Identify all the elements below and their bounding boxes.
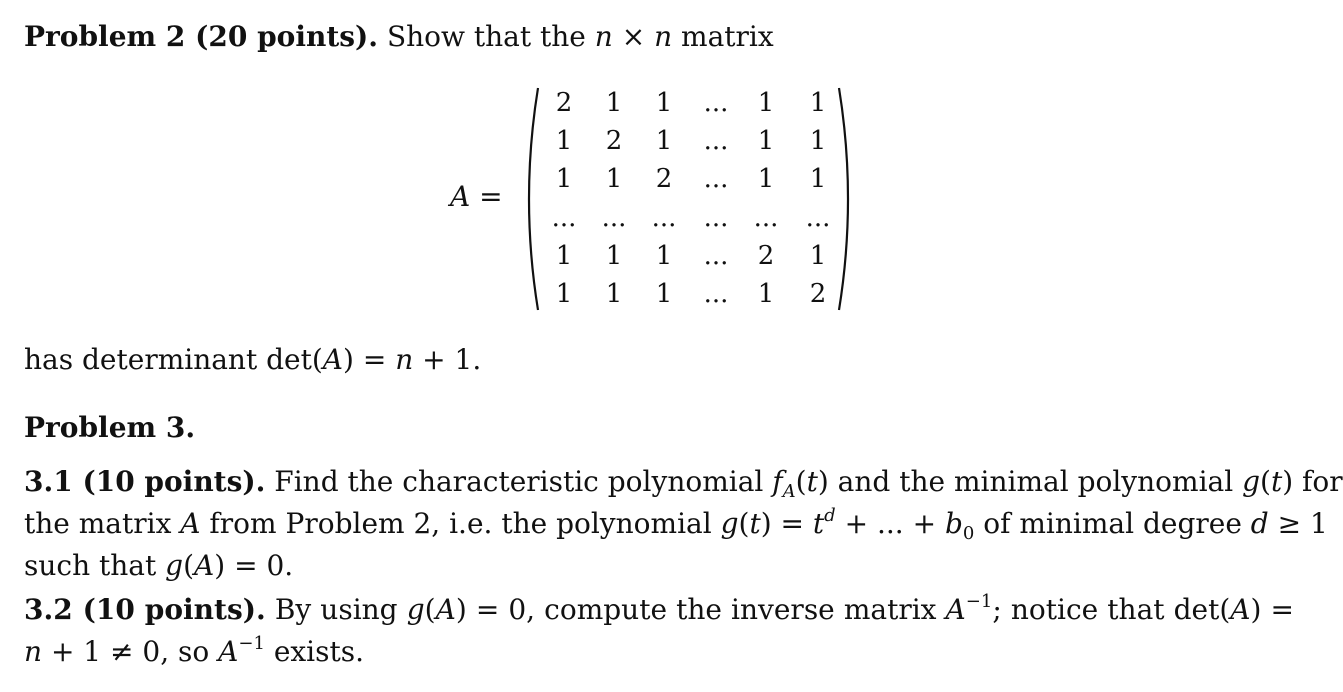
math-A: A (218, 635, 239, 668)
text-span: from Problem 2, i.e. the polynomial (200, 507, 721, 540)
math-A: A (194, 549, 215, 582)
matrix-entry: 1 (555, 126, 573, 156)
text-span: + ... + (835, 507, 945, 540)
text-span: ) = 0. (214, 549, 294, 582)
matrix-entry: 1 (555, 241, 573, 271)
math-superscript-inverse: −1 (965, 591, 993, 612)
text-span: ( (795, 465, 807, 498)
matrix-entry: 1 (809, 241, 827, 271)
text-span: ) = 0, compute the inverse matrix (455, 593, 946, 626)
text-span: the matrix (24, 507, 181, 540)
matrix-entry: 1 (809, 88, 827, 118)
matrix-entry: ... (703, 88, 729, 118)
matrix-entry: 1 (809, 126, 827, 156)
matrix-entry: ... (703, 126, 729, 156)
math-subscript-0: 0 (962, 523, 975, 544)
matrix-entry: ... (703, 241, 729, 271)
math-d: d (1250, 507, 1269, 540)
text-span: ( (424, 593, 436, 626)
matrix-entry: 1 (655, 241, 673, 271)
math-g: g (1242, 465, 1261, 498)
text-span: Find the characteristic polynomial (265, 465, 773, 498)
math-A: A (322, 343, 344, 376)
conclusion-mid: ) = (343, 343, 396, 376)
matrix-entry: 1 (555, 279, 573, 309)
matrix-entry: 1 (655, 88, 673, 118)
text-span: exists. (264, 635, 365, 668)
math-A: A (435, 593, 456, 626)
problem-2-heading: Problem 2 (20 points). (24, 20, 379, 53)
problem-3-1-line-2 (24, 505, 1328, 547)
matrix-entry: 1 (757, 88, 775, 118)
problem-3-1-line-1 (24, 463, 1343, 505)
matrix-label: A = (450, 180, 503, 213)
matrix-entry: 1 (655, 279, 673, 309)
math-g: g (165, 549, 184, 582)
math-g: g (720, 507, 739, 540)
matrix-entry: 2 (757, 241, 775, 271)
math-f: f (772, 465, 783, 498)
right-parenthesis (835, 86, 861, 312)
problem-2-intro: Show that the (386, 20, 595, 53)
problem-2-conclusion (24, 341, 481, 379)
text-span: ) = (1250, 593, 1294, 626)
matrix-entry: 1 (809, 164, 827, 194)
math-t: t (812, 507, 825, 540)
text-span: ) for (1282, 465, 1343, 498)
matrix-entry: 2 (655, 164, 673, 194)
matrix-entry: 1 (757, 279, 775, 309)
text-span: By using (265, 593, 407, 626)
matrix-entry: 1 (605, 88, 623, 118)
math-b: b (944, 507, 963, 540)
matrix-entry: ... (703, 164, 729, 194)
matrix-entry: 1 (555, 164, 573, 194)
matrix-entry: 1 (655, 126, 673, 156)
math-subscript-A: A (782, 481, 796, 502)
problem-3-1 (24, 463, 1343, 585)
matrix-entry: ... (753, 203, 779, 233)
math-A: A (180, 507, 201, 540)
matrix-entry: 1 (605, 164, 623, 194)
problem-3-heading: Problem 3. (24, 411, 196, 444)
math-n: n (395, 343, 414, 376)
matrix-entry: ... (601, 203, 627, 233)
text-span: ( (1260, 465, 1271, 498)
matrix-entry: 2 (555, 88, 573, 118)
matrix-entry: ... (805, 203, 831, 233)
text-span: ( (738, 507, 750, 540)
math-times: × (612, 20, 655, 53)
problem-3-1-label: 3.1 (10 points). (24, 465, 266, 498)
matrix-entry: 1 (757, 164, 775, 194)
problem-3-2 (24, 591, 1294, 675)
matrix-entry: 2 (809, 279, 827, 309)
left-parenthesis (516, 86, 542, 312)
matrix-entry: 1 (605, 241, 623, 271)
problem-3-1-line-3 (24, 547, 1294, 585)
math-n: n (594, 20, 613, 53)
problem-3-2-line-2 (24, 633, 1294, 675)
problem-3-2-label: 3.2 (10 points). (24, 593, 266, 626)
conclusion-tail: + 1. (413, 343, 482, 376)
text-span: + 1 ≠ 0, so (42, 635, 219, 668)
problem-3-2-line-1 (24, 591, 1294, 633)
math-t: t (806, 465, 818, 498)
math-A: A (945, 593, 966, 626)
matrix-entry: ... (703, 203, 729, 233)
problem-2-intro-tail: matrix (672, 20, 774, 53)
math-superscript-inverse: −1 (238, 633, 265, 654)
matrix-entry: 1 (757, 126, 775, 156)
math-n: n (654, 20, 673, 53)
math-superscript-d: d (824, 505, 836, 526)
math-n: n (24, 635, 43, 668)
matrix-entry: 1 (605, 279, 623, 309)
text-span: ) and the minimal polynomial (817, 465, 1243, 498)
text-span: ≥ 1 (1268, 507, 1328, 540)
math-g: g (406, 593, 425, 626)
text-span: ( (183, 549, 195, 582)
text-span: of minimal degree (974, 507, 1251, 540)
matrix-entry: ... (651, 203, 677, 233)
text-span: ) = (760, 507, 813, 540)
text-span: such that (24, 549, 166, 582)
conclusion-prefix: has determinant det( (24, 343, 323, 376)
matrix-entry: 2 (605, 126, 623, 156)
matrix-entry: ... (551, 203, 577, 233)
problem-2-statement (24, 18, 774, 56)
math-t: t (1270, 465, 1283, 498)
matrix-entry: ... (703, 279, 729, 309)
math-A: A (1230, 593, 1251, 626)
math-t: t (749, 507, 761, 540)
text-span: ; notice that det( (992, 593, 1231, 626)
